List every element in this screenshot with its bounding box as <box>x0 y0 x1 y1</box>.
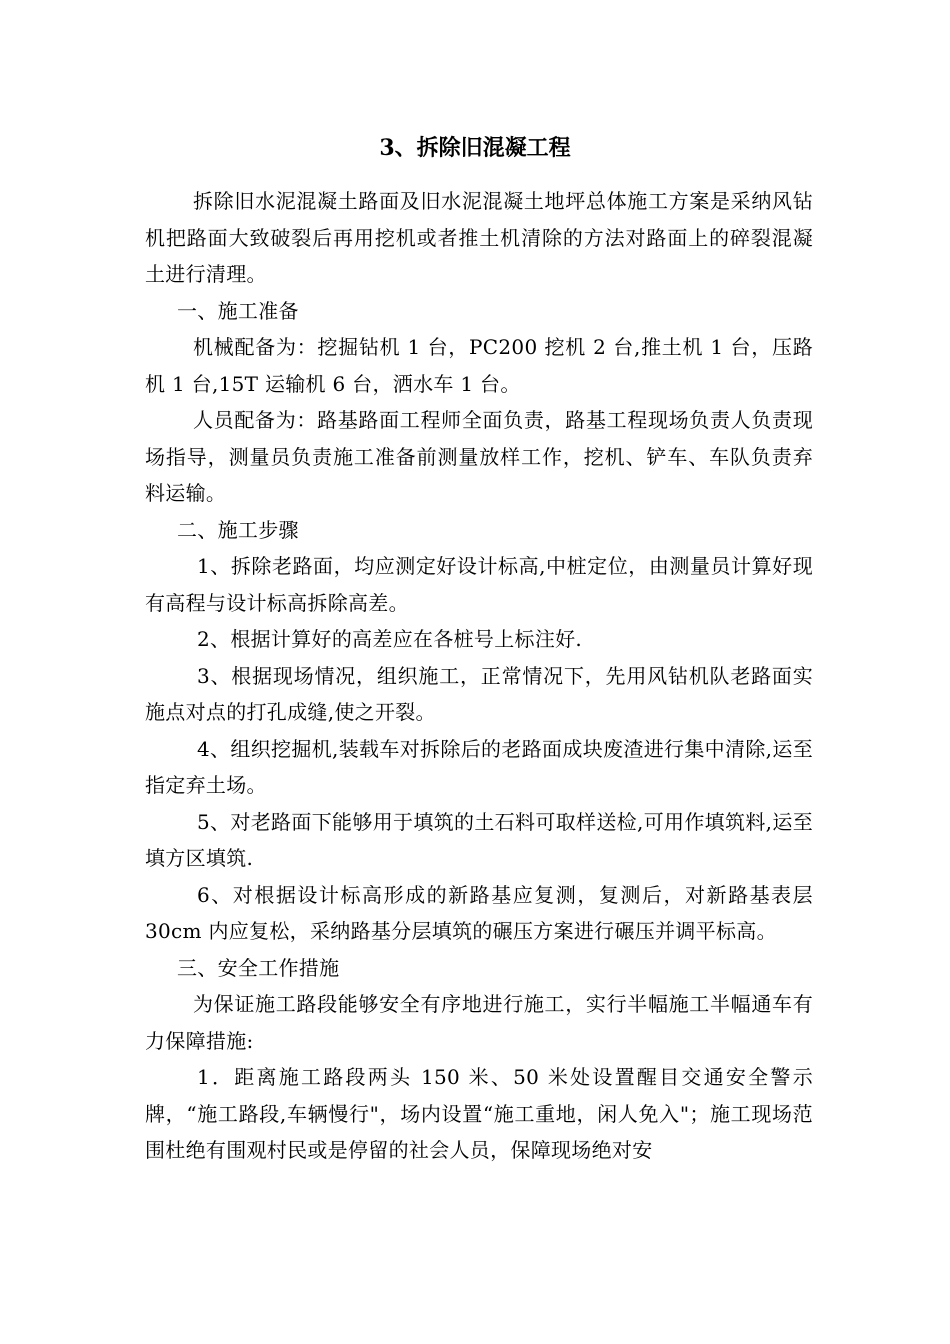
personnel-paragraph: 人员配备为：路基路面工程师全面负责，路基工程现场负责人负责现场指导，测量员负责施工准备前测量放样工作，挖机、铲车、车队负责弃料运输。 <box>145 408 813 505</box>
heading-safety: 三、安全工作措施 <box>177 955 340 980</box>
section-title: 3、拆除旧混凝工程 <box>379 135 571 161</box>
step-5: 5、对老路面下能够用于填筑的土石料可取样送检,可用作填筑料,运至填方区填筑. <box>145 809 813 870</box>
safety-measure-1: 1．距离施工路段两头 150 米、50 米处设置醒目交通安全警示牌，“施工路段,车辆慢行"，场内设置“施工重地，闲人免入"；施工现场范围杜绝有围观村民或是停留的社会人员，保障现场绝对安 <box>145 1065 813 1162</box>
document-body <box>145 183 813 1169</box>
step-2: 2、根据计算好的高差应在各桩号上标注好. <box>197 627 583 651</box>
heading-preparation: 一、施工准备 <box>177 298 299 323</box>
heading-steps: 二、施工步骤 <box>177 517 299 542</box>
step-3: 3、根据现场情况，组织施工，正常情况下，先用风钻机队老路面实施点对点的打孔成缝,使之开裂。 <box>145 663 813 724</box>
step-4: 4、组织挖掘机,装载车对拆除后的老路面成块废渣进行集中清除,运至指定弃土场。 <box>145 736 813 797</box>
step-1: 1、拆除老路面，均应测定好设计标高,中桩定位，由测量员计算好现有高程与设计标高拆除高差。 <box>145 554 813 615</box>
machinery-paragraph: 机械配备为：挖掘钻机 1 台，PC200 挖机 2 台,推土机 1 台，压路机 1 台,15T 运输机 6 台，洒水车 1 台。 <box>145 335 813 396</box>
intro-paragraph: 拆除旧水泥混凝土路面及旧水泥混凝土地坪总体施工方案是采纳风钻机把路面大致破裂后再用挖机或者推土机清除的方法对路面上的碎裂混凝土进行清理。 <box>145 189 813 286</box>
safety-intro-paragraph: 为保证施工路段能够安全有序地进行施工，实行半幅施工半幅通车有力保障措施: <box>145 992 813 1053</box>
step-6: 6、对根据设计标高形成的新路基应复测，复测后，对新路基表层 30cm 内应复松，采纳路基分层填筑的碾压方案进行碾压并调平标高。 <box>145 882 813 943</box>
